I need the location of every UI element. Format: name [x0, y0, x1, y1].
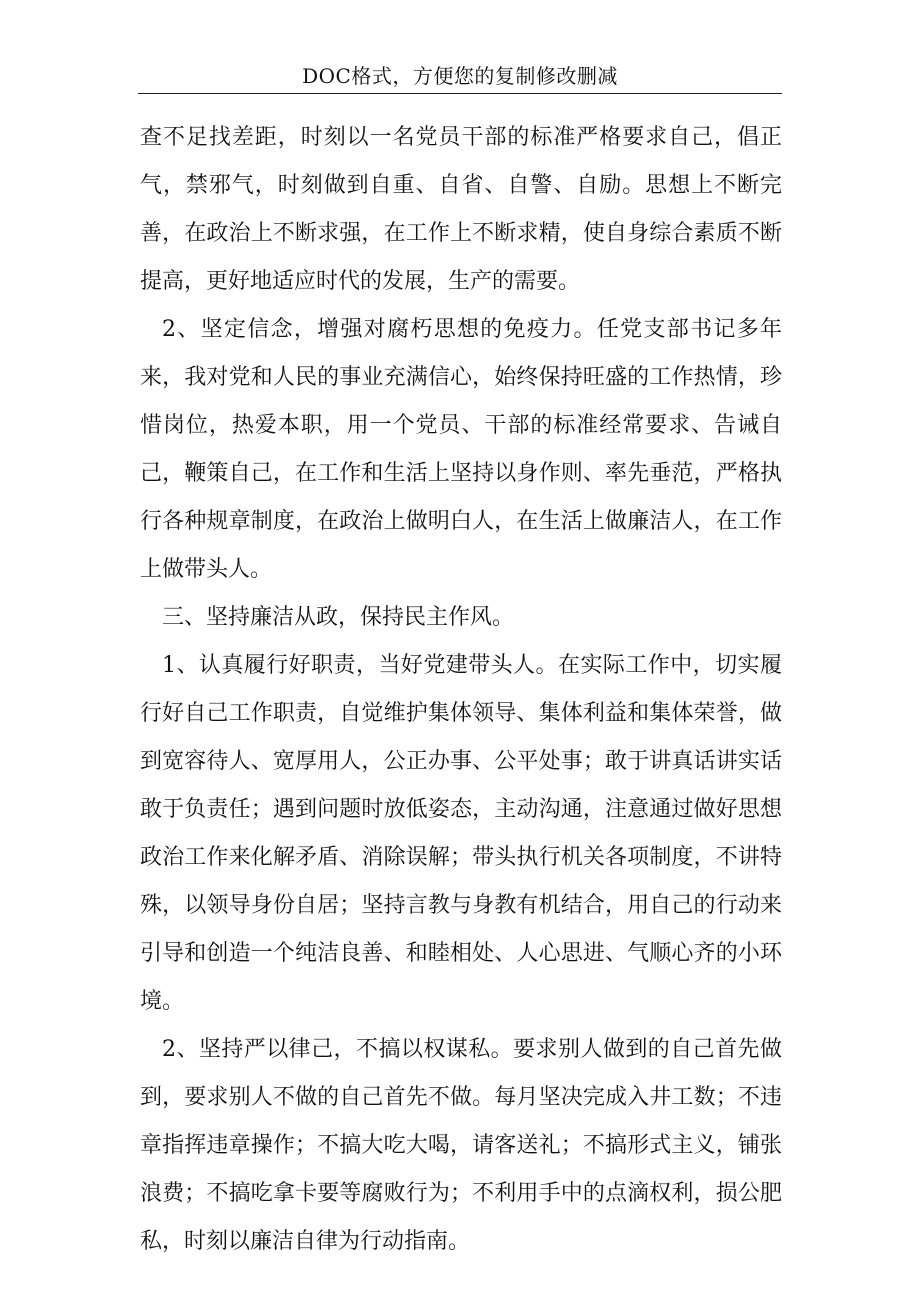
- header-divider: [138, 93, 782, 94]
- paragraph-item-2-discipline: 2、坚持严以律己，不搞以权谋私。要求别人做到的自己首先做到，要求别人不做的自己首先不做。每月坚决完成入井工数；不违章指挥违章操作；不搞大吃大喝，请客送礼；不搞形式主义，铺张浪费；不搞吃拿卡要等腐败行为；不利用手中的点滴权利，损公肥私，时刻以廉洁自律为行动指南。: [140, 1037, 782, 1254]
- paragraph-item-1-duty: 1、认真履行好职责，当好党建带头人。在实际工作中，切实履行好自己工作职责，自觉维护集体领导、集体利益和集体荣誉，做到宽容待人、宽厚用人，公正办事、公平处事；敢于讲真话讲实话敢于负责任；遇到问题时放低姿态，主动沟通，注意通过做好思想政治工作来化解矛盾、消除误解；带头执行机关各项制度，不讲特殊，以领导身份自居；坚持言教与身教有机结合，用自己的行动来引导和创造一个纯洁良善、和睦相处、人心思进、气顺心齐的小环境。: [140, 653, 782, 1014]
- paragraph-continuation: 查不足找差距，时刻以一名党员干部的标准严格要求自己，倡正气，禁邪气，时刻做到自重、自省、自警、自励。思想上不断完善，在政治上不断求强，在工作上不断求精，使自身综合素质不断提高，更好地适应时代的发展，生产的需要。: [140, 125, 782, 294]
- section-heading-three: 三、坚持廉洁从政，保持民主作风。: [162, 605, 515, 630]
- document-body: [140, 114, 782, 1266]
- page-header: DOC格式，方便您的复制修改删减: [302, 64, 618, 88]
- paragraph-item-2-belief: 2、坚定信念，增强对腐朽思想的免疫力。任党支部书记多年来，我对党和人民的事业充满信心，始终保持旺盛的工作热情，珍惜岗位，热爱本职，用一个党员、干部的标准经常要求、告诫自己，鞭策自己，在工作和生活上坚持以身作则、率先垂范，严格执行各种规章制度，在政治上做明白人，在生活上做廉洁人，在工作上做带头人。: [140, 317, 782, 582]
